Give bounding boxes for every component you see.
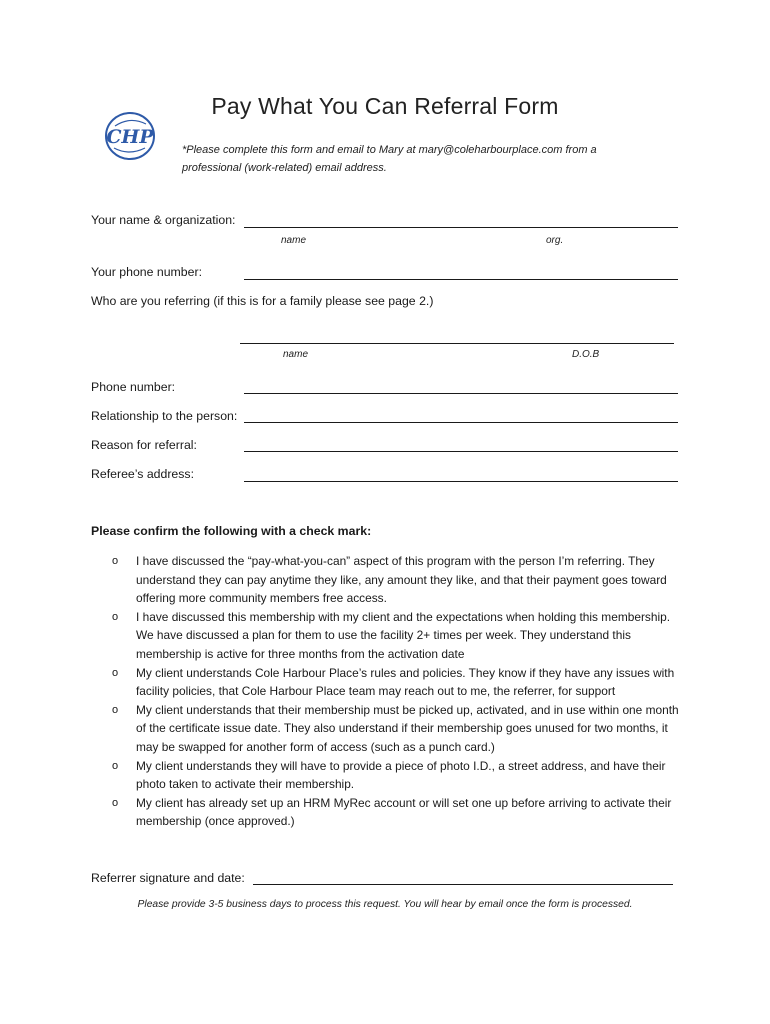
confirm-item-text: My client has already set up an HRM MyRec account or will set one up before arriving to activate their membership (once approved.): [136, 795, 672, 829]
form-instructions: *Please complete this form and email to Mary at mary@coleharbourplace.com from a professional (work-related) email address.: [182, 144, 597, 174]
phone-label: Phone number:: [91, 380, 176, 394]
reason-label: Reason for referral:: [91, 438, 197, 452]
checkbox-marker[interactable]: o: [112, 555, 119, 567]
referee-name-sublabel: name: [283, 349, 309, 360]
form-title: Pay What You Can Referral Form: [211, 93, 559, 119]
confirm-item[interactable]: [112, 608, 682, 664]
confirm-item[interactable]: [112, 794, 682, 831]
referrer-name-label: Your name & organization:: [91, 213, 236, 227]
reason-field[interactable]: [244, 451, 678, 452]
referee-dob-sublabel: D.O.B: [572, 349, 600, 360]
relationship-label: Relationship to the person:: [91, 409, 238, 423]
confirm-item-text: My client understands they will have to provide a piece of photo I.D., a street address, and have their photo taken to activate their membership.: [136, 758, 666, 792]
confirm-item[interactable]: [112, 664, 682, 701]
confirm-item-text: My client understands that their membership must be picked up, activated, and in use within one month of the certificate issue date. They also understand if their membership goes unused for two months, it may be swapped for another form of access (such as a punch card.): [136, 702, 679, 754]
signature-field[interactable]: [253, 884, 673, 885]
checkbox-marker[interactable]: o: [112, 796, 119, 809]
svg-text:CHP: CHP: [106, 126, 154, 148]
confirm-item-text: I have discussed this membership with my client and the expectations when holding this membership. We have discussed a plan for them to use the facility 2+ times per week. They understand this membership is active for three months from the activation date: [136, 609, 671, 661]
processing-note: Please provide 3-5 business days to process this request. You will hear by email once the form is processed.: [137, 899, 633, 910]
referrer-org-sublabel: org.: [546, 235, 564, 246]
confirm-item[interactable]: [112, 701, 682, 757]
confirm-item-text: My client understands Cole Harbour Place’s rules and policies. They know if they have any issues with facility policies, that Cole Harbour Place team may reach out to me, the referrer, for support: [136, 665, 675, 699]
confirm-item[interactable]: [112, 552, 682, 608]
referrer-phone-label: Your phone number:: [91, 265, 202, 279]
checkbox-marker[interactable]: o: [112, 666, 119, 679]
referee-name-dob-field[interactable]: [240, 343, 674, 344]
address-label: Referee’s address:: [91, 467, 194, 481]
confirm-checklist: [112, 552, 682, 831]
relationship-field[interactable]: [244, 422, 678, 423]
phone-field[interactable]: [244, 393, 678, 394]
referral-question: Who are you referring (if this is for a family please see page 2.): [91, 294, 434, 308]
address-field[interactable]: [244, 481, 678, 482]
confirm-item[interactable]: [112, 757, 682, 794]
checkbox-marker[interactable]: o: [112, 703, 119, 716]
referrer-name-sublabel: name: [281, 235, 307, 246]
checkbox-marker[interactable]: o: [112, 610, 119, 623]
confirm-item-text: I have discussed the “pay-what-you-can” aspect of this program with the person I’m referring. They understand they can pay anytime they like, any amount they like, and that their payment goes toward offering more community members free access.: [136, 554, 667, 606]
checkbox-marker[interactable]: o: [112, 759, 119, 772]
confirm-heading: Please confirm the following with a check mark:: [91, 524, 372, 538]
referrer-name-field[interactable]: [244, 227, 678, 228]
referrer-phone-field[interactable]: [244, 279, 678, 280]
signature-label: Referrer signature and date:: [91, 871, 245, 885]
